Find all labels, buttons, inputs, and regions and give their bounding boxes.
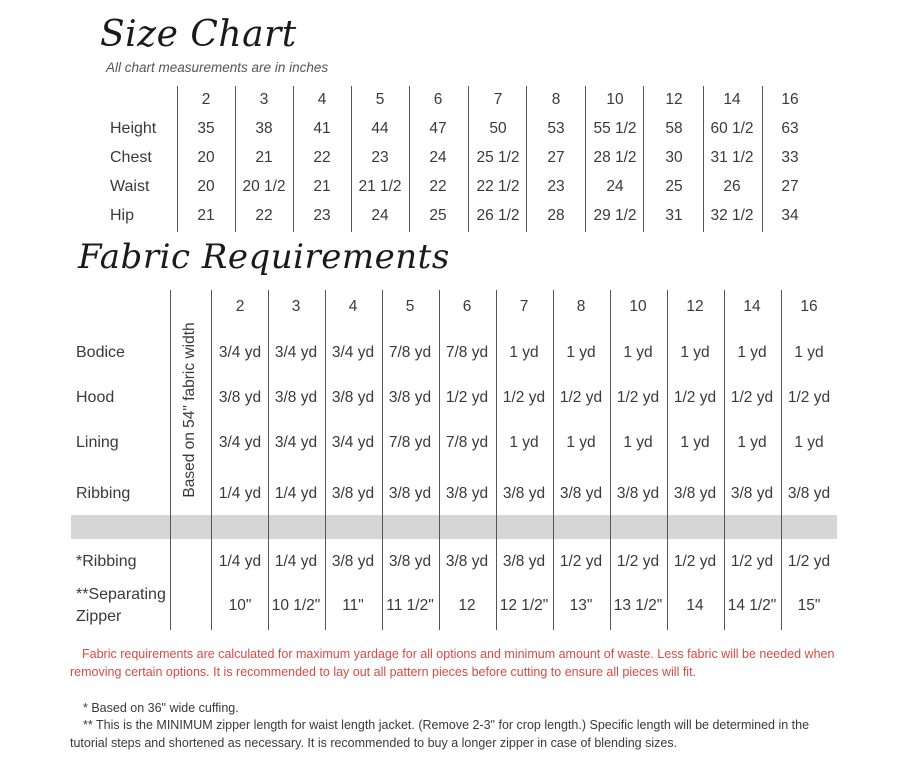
table-cell: 1/2 yd	[559, 553, 603, 570]
table-cell: 1/2 yd	[616, 553, 660, 570]
table-cell: 28 1/2	[593, 149, 637, 166]
table-cell: 1/2 yd	[616, 389, 660, 406]
table-cell: 1 yd	[737, 344, 767, 361]
size-header: 8	[551, 91, 561, 108]
table-cell: 31 1/2	[710, 149, 754, 166]
table-cell: 3/4 yd	[218, 344, 262, 361]
table-cell: 7/8 yd	[388, 434, 432, 451]
table-cell: 1/2 yd	[559, 389, 603, 406]
table-cell: 12	[458, 597, 476, 614]
column-divider	[667, 290, 668, 630]
table-cell: 3/8 yd	[445, 485, 489, 502]
column-divider	[382, 290, 383, 630]
table-cell: 3/4 yd	[274, 344, 318, 361]
table-cell: 26 1/2	[476, 207, 520, 224]
table-cell: 28	[547, 207, 565, 224]
table-cell: 1/2 yd	[787, 389, 831, 406]
table-cell: 22	[313, 149, 331, 166]
size-header: 12	[665, 91, 683, 108]
table-cell: 1 yd	[737, 434, 767, 451]
footnote-zipper: ** This is the MINIMUM zipper length for waist length jacket. (Remove 2-3" for crop length.) Specific length will be determined in the tutorial steps and shortened as necessary. It is recommended to buy a longer zipper in case of blending sizes.	[70, 718, 810, 750]
table-cell: 10"	[228, 597, 252, 614]
size-header: 4	[317, 91, 327, 108]
footnote-cuffing: * Based on 36" wide cuffing.	[83, 701, 239, 715]
table-cell: 1/4 yd	[274, 485, 318, 502]
table-cell: 41	[313, 120, 331, 137]
table-cell: 26	[723, 178, 741, 195]
table-cell: 1 yd	[794, 344, 824, 361]
column-divider	[409, 86, 410, 232]
table-cell: 21	[255, 149, 273, 166]
row-label: Hood	[76, 389, 115, 406]
fabric-requirements-title: Fabric Requirements	[78, 237, 450, 277]
table-cell: 3/8 yd	[274, 389, 318, 406]
table-cell: 3/8 yd	[388, 553, 432, 570]
table-cell: 1/2 yd	[502, 389, 546, 406]
table-cell: 25	[429, 207, 447, 224]
yardage-note: Fabric requirements are calculated for maximum yardage for all options and minimum amount of waste. Less fabric will be needed when removing certain options. It is recommended to lay out all pattern pieces before cutting to ensure all pieces will fit.	[70, 647, 835, 679]
size-header: 3	[259, 91, 269, 108]
table-cell: 1/2 yd	[673, 389, 717, 406]
table-cell: 3/8 yd	[616, 485, 660, 502]
table-cell: 1/2 yd	[673, 553, 717, 570]
table-cell: 22 1/2	[476, 178, 520, 195]
size-header: 16	[781, 91, 799, 108]
table-cell: 1 yd	[623, 434, 653, 451]
table-cell: 47	[429, 120, 447, 137]
row-label: *Ribbing	[76, 553, 137, 570]
table-cell: 53	[547, 120, 565, 137]
column-divider	[468, 86, 469, 232]
size-chart-title: Size Chart	[100, 14, 297, 55]
table-cell: 20	[197, 178, 215, 195]
table-cell: 1 yd	[566, 344, 596, 361]
table-cell: 1/4 yd	[218, 485, 262, 502]
table-cell: 35	[197, 120, 215, 137]
table-cell: 1/2 yd	[730, 389, 774, 406]
table-cell: 33	[781, 149, 799, 166]
size-header: 7	[519, 298, 529, 315]
table-cell: 63	[781, 120, 799, 137]
table-cell: 23	[547, 178, 565, 195]
table-cell: 58	[665, 120, 683, 137]
table-cell: 1 yd	[509, 344, 539, 361]
table-cell: 1 yd	[680, 434, 710, 451]
table-cell: 7/8 yd	[445, 344, 489, 361]
column-divider	[496, 290, 497, 630]
table-cell: 3/8 yd	[388, 485, 432, 502]
column-divider	[724, 290, 725, 630]
size-header: 10	[629, 298, 647, 315]
table-cell: 11"	[342, 597, 364, 614]
column-divider	[781, 290, 782, 630]
table-cell: 1 yd	[566, 434, 596, 451]
table-cell: 30	[665, 149, 683, 166]
table-cell: 3/8 yd	[787, 485, 831, 502]
size-header: 5	[375, 91, 385, 108]
row-label: Ribbing	[76, 485, 131, 502]
table-cell: 3/8 yd	[388, 389, 432, 406]
column-divider	[553, 290, 554, 630]
table-cell: 24	[606, 178, 624, 195]
table-cell: 3/8 yd	[331, 485, 375, 502]
table-cell: 1/2 yd	[445, 389, 489, 406]
table-cell: 3/8 yd	[331, 553, 375, 570]
row-label: Chest	[110, 149, 152, 166]
row-label: Lining	[76, 434, 119, 451]
size-header: 5	[405, 298, 415, 315]
table-cell: 3/8 yd	[445, 553, 489, 570]
size-header: 14	[723, 91, 741, 108]
table-cell: 1 yd	[623, 344, 653, 361]
row-label: Waist	[110, 178, 150, 195]
table-cell: 29 1/2	[593, 207, 637, 224]
table-cell: 22	[255, 207, 273, 224]
table-cell: 24	[371, 207, 389, 224]
table-cell: 31	[665, 207, 683, 224]
column-divider	[526, 86, 527, 232]
table-cell: 27	[547, 149, 565, 166]
table-cell: 14	[686, 597, 704, 614]
row-label: **Separating	[76, 586, 166, 603]
column-divider	[762, 86, 763, 232]
separator-band	[71, 515, 837, 539]
table-cell: 3/4 yd	[331, 434, 375, 451]
row-label: Height	[110, 120, 157, 137]
size-header: 16	[800, 298, 818, 315]
table-cell: 15"	[797, 597, 821, 614]
size-header: 2	[201, 91, 211, 108]
table-cell: 21	[197, 207, 215, 224]
size-header: 14	[743, 298, 761, 315]
fabric-width-note: Based on 54" fabric width	[181, 322, 198, 498]
table-cell: 25 1/2	[476, 149, 520, 166]
table-cell: 38	[255, 120, 273, 137]
size-header: 7	[493, 91, 503, 108]
table-cell: 23	[371, 149, 389, 166]
table-cell: 3/8 yd	[673, 485, 717, 502]
row-label: Zipper	[76, 608, 122, 625]
table-cell: 1/2 yd	[730, 553, 774, 570]
table-cell: 14 1/2"	[727, 597, 777, 614]
row-label: Hip	[110, 207, 135, 224]
table-cell: 3/8 yd	[559, 485, 603, 502]
table-cell: 1/4 yd	[218, 553, 262, 570]
size-header: 4	[348, 298, 358, 315]
size-header: 6	[433, 91, 443, 108]
table-cell: 3/8 yd	[331, 389, 375, 406]
table-cell: 13 1/2"	[613, 597, 663, 614]
size-header: 8	[576, 298, 586, 315]
size-header: 3	[291, 298, 301, 315]
table-cell: 24	[429, 149, 447, 166]
table-cell: 20 1/2	[242, 178, 286, 195]
column-divider	[235, 86, 236, 232]
column-divider	[439, 290, 440, 630]
table-cell: 22	[429, 178, 447, 195]
table-cell: 7/8 yd	[388, 344, 432, 361]
table-cell: 1 yd	[794, 434, 824, 451]
table-cell: 25	[665, 178, 683, 195]
column-divider	[293, 86, 294, 232]
table-cell: 20	[197, 149, 215, 166]
table-cell: 32 1/2	[710, 207, 754, 224]
table-cell: 60 1/2	[710, 120, 754, 137]
table-cell: 3/8 yd	[730, 485, 774, 502]
table-cell: 23	[313, 207, 331, 224]
size-header: 12	[686, 298, 704, 315]
table-cell: 55 1/2	[593, 120, 637, 137]
table-cell: 34	[781, 207, 799, 224]
table-cell: 3/8 yd	[502, 553, 546, 570]
table-cell: 1 yd	[509, 434, 539, 451]
table-cell: 7/8 yd	[445, 434, 489, 451]
size-header: 2	[235, 298, 245, 315]
table-cell: 11 1/2"	[386, 597, 434, 614]
table-cell: 12 1/2"	[499, 597, 549, 614]
column-divider	[703, 86, 704, 232]
table-cell: 21 1/2	[358, 178, 402, 195]
table-cell: 10 1/2"	[271, 597, 321, 614]
row-label: Bodice	[76, 344, 125, 361]
column-divider	[211, 290, 212, 630]
table-cell: 1 yd	[680, 344, 710, 361]
column-divider	[585, 86, 586, 232]
column-divider	[177, 86, 178, 232]
table-cell: 13"	[569, 597, 593, 614]
table-cell: 3/8 yd	[218, 389, 262, 406]
table-cell: 21	[313, 178, 331, 195]
table-cell: 3/4 yd	[274, 434, 318, 451]
table-cell: 1/2 yd	[787, 553, 831, 570]
column-divider	[610, 290, 611, 630]
size-chart-subtitle: All chart measurements are in inches	[106, 60, 329, 75]
size-header: 10	[606, 91, 624, 108]
size-header: 6	[462, 298, 472, 315]
column-divider	[268, 290, 269, 630]
table-cell: 3/4 yd	[331, 344, 375, 361]
table-cell: 1/4 yd	[274, 553, 318, 570]
table-cell: 50	[489, 120, 507, 137]
table-cell: 3/8 yd	[502, 485, 546, 502]
column-divider	[351, 86, 352, 232]
column-divider	[325, 290, 326, 630]
column-divider	[170, 290, 171, 630]
column-divider	[643, 86, 644, 232]
table-cell: 44	[371, 120, 389, 137]
table-cell: 3/4 yd	[218, 434, 262, 451]
table-cell: 27	[781, 178, 799, 195]
